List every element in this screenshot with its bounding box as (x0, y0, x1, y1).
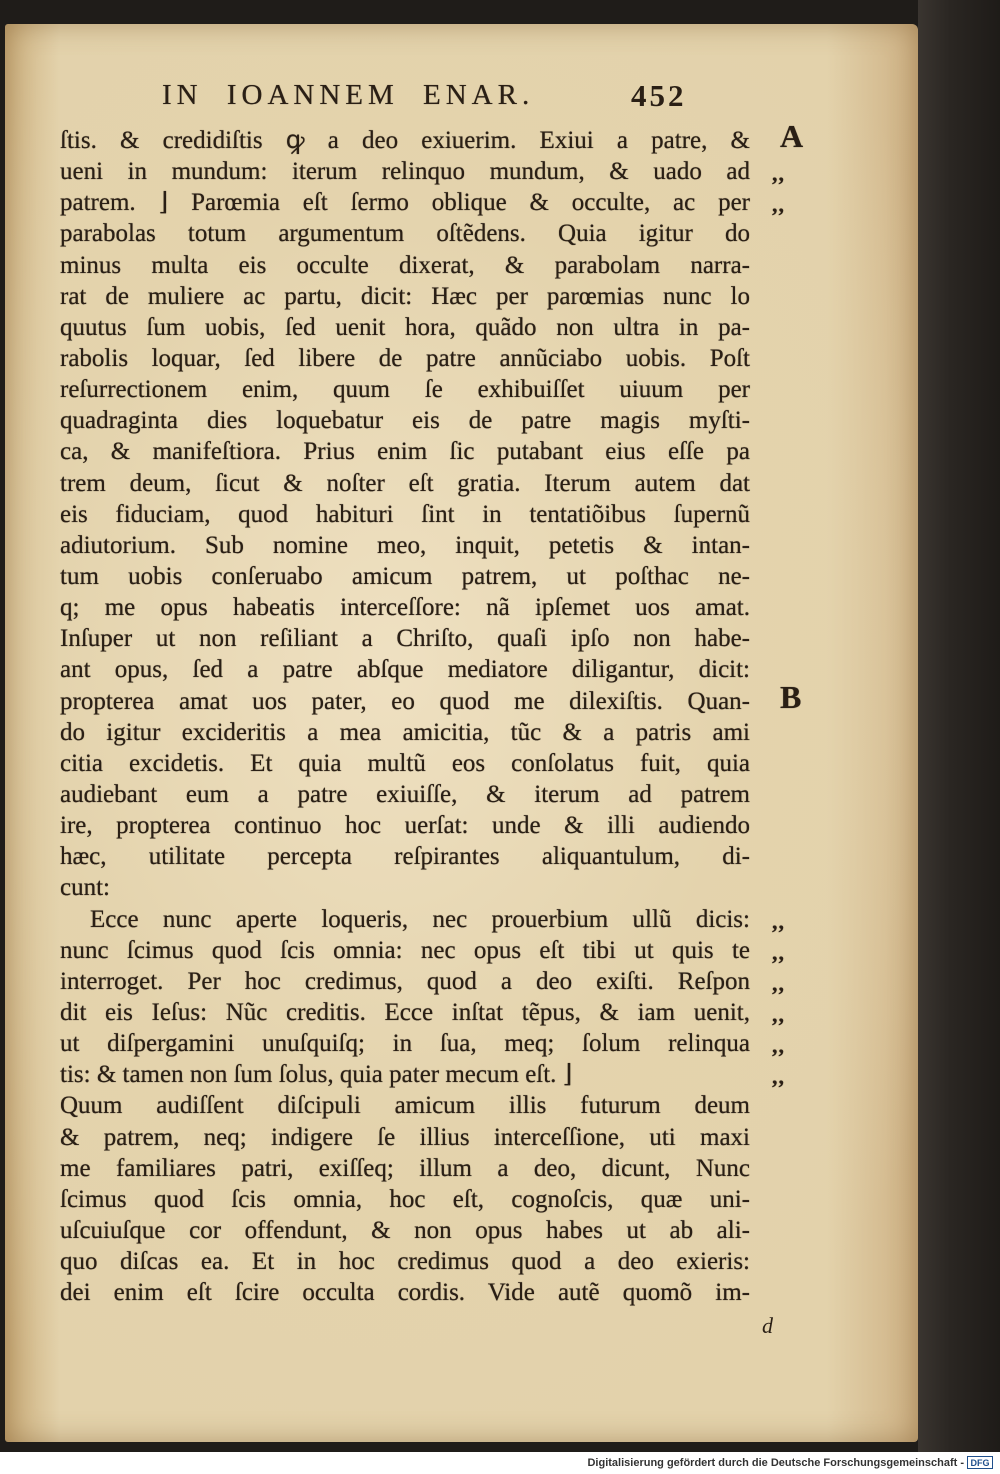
line-text: ire, propterea continuo hoc uerſat: unde & illi audiendo (60, 812, 750, 840)
text-line (60, 343, 750, 374)
line-text: ſcimus quod ſcis omnia, hoc eſt, cognoſcis, quæ uni- (60, 1185, 750, 1213)
margin-quote-mark: ,, (772, 192, 785, 218)
line-text: rabolis loquar, ſed libere de patre annũciabo uobis. Poſt (60, 344, 750, 372)
footer-credit: Digitalisierung gefördert durch die Deutsche Forschungsgemeinschaft - (587, 1457, 964, 1469)
line-text: cunt: (60, 874, 110, 902)
section-marker: A (780, 118, 804, 154)
text-line (60, 281, 750, 312)
section-marker: B (780, 678, 802, 715)
line-text: trem deum, ſicut & noſter eſt gratia. Iterum autem dat (60, 469, 750, 497)
line-text: dit eis Ieſus: Nũc creditis. Ecce inſtat tẽpus, & iam uenit, (60, 998, 750, 1026)
line-text: eis fiduciam, quod habituri ſint in tentatiõibus ſupernũ (60, 500, 750, 528)
margin-quote-mark: ,, (772, 1001, 785, 1027)
line-text: Ecce nunc aperte loqueris, nec prouerbium ullũ dicis: (90, 905, 750, 933)
line-text: propterea amat uos pater, eo quod me dilexiſtis. Quan- (60, 687, 750, 715)
line-text: uſcuiuſque cor offendunt, & non opus habes ut ab ali- (60, 1216, 750, 1244)
text-line (60, 561, 750, 592)
scan-bed-edge (918, 0, 1000, 1452)
line-text: quadraginta dies loquebatur eis de patre magis myſti- (60, 407, 750, 435)
margin-quote-mark: ,, (772, 161, 785, 187)
line-text: ut diſpergamini unuſquiſq; in ſua, meq; ſolum relinqua (60, 1030, 750, 1058)
text-line (60, 156, 785, 187)
text-block (60, 118, 804, 1308)
line-text: quo diſcas ea. Et in hoc credimus quod a deo exieris: (60, 1248, 750, 1276)
text-line (60, 717, 750, 748)
line-text: & patrem, neq; indigere ſe illius interceſſione, uti maxi (60, 1123, 750, 1151)
line-text: Inſuper ut non reſiliant a Chriſto, quaſi ipſo non habe- (60, 625, 750, 653)
catchword: d (762, 1313, 773, 1338)
text-line (60, 1059, 785, 1090)
text-line (60, 405, 750, 436)
running-head: IN IOANNEM ENAR. (162, 79, 535, 111)
text-line (60, 1215, 750, 1246)
text-line (60, 872, 750, 903)
text-line (60, 436, 750, 467)
text-line (60, 966, 785, 997)
book-page (5, 24, 918, 1442)
text-line (60, 250, 750, 281)
text-line (60, 779, 750, 810)
line-text: hæc, utilitate percepta reſpirantes aliquantulum, di- (60, 843, 750, 871)
text-line (60, 1246, 750, 1277)
text-line (60, 1184, 750, 1215)
line-text: q; me opus habeatis interceſſore: nã ipſemet uos amat. (60, 594, 750, 622)
text-line (60, 841, 750, 872)
line-text: interroget. Per hoc credimus, quod a deo exiſti. Reſpon (60, 967, 750, 995)
margin-quote-mark: ,, (772, 939, 785, 965)
text-line (60, 1122, 750, 1153)
line-text: parabolas totum argumentum oſtẽdens. Quia igitur do (60, 220, 750, 248)
line-text: adiutorium. Sub nomine meo, inquit, petetis & intan- (60, 531, 750, 559)
text-line (60, 468, 750, 499)
line-text: audiebant eum a patre exiuiſſe, & iterum ad patrem (60, 780, 750, 808)
line-text: reſurrectionem enim, quum ſe exhibuiſſet uiuum per (60, 376, 750, 404)
text-line (60, 904, 785, 935)
line-text: me familiares patri, exiſſeq; illum a deo, dicunt, Nunc (60, 1154, 750, 1182)
text-line (60, 187, 785, 218)
margin-quote-mark: ,, (772, 1064, 785, 1090)
text-line (60, 1153, 750, 1184)
line-text: rat de muliere ac partu, dicit: Hæc per parœmias nunc lo (60, 282, 750, 310)
line-text: nunc ſcimus quod ſcis omnia: nec opus eſt tibi ut quis te (60, 936, 750, 964)
text-line (60, 218, 750, 249)
line-text: dei enim eſt ſcire occulta cordis. Vide autẽ quomõ im- (60, 1279, 750, 1307)
line-text: Quum audiſſent diſcipuli amicum illis futurum deum (60, 1092, 750, 1120)
line-text: do igitur excideritis a mea amicitia, tũc & a patris ami (60, 718, 750, 746)
text-line (60, 374, 750, 405)
margin-quote-mark: ,, (772, 908, 785, 934)
line-text: tum uobis conſeruabo amicum patrem, ut poſthac ne- (60, 562, 750, 590)
margin-quote-mark: ,, (772, 970, 785, 996)
text-line (60, 312, 750, 343)
text-line (60, 810, 750, 841)
line-text: tis: & tamen non ſum ſolus, quia pater mecum eſt. ⌋ (60, 1061, 573, 1089)
text-line (60, 1277, 750, 1308)
line-text: ca, & manifeſtiora. Prius enim ſic putabant eius eſſe pa (60, 438, 750, 466)
page-number: 452 (631, 78, 687, 113)
text-line (60, 118, 804, 156)
text-line (60, 654, 750, 685)
text-line (60, 623, 750, 654)
line-text: patrem. ⌋ Parœmia eſt ſermo oblique & occulte, ac per (60, 189, 750, 217)
text-line (60, 499, 750, 530)
line-text: ueni in mundum: iterum relinquo mundum, & uado ad (60, 158, 750, 186)
text-line (60, 1028, 785, 1059)
line-text: ſtis. & credidiſtis ꝙ a deo exiuerim. Exiui a patre, & (60, 127, 750, 154)
line-text: citia excidetis. Et quia multũ eos conſolatus fuit, quia (60, 749, 750, 777)
digitization-footer (0, 1452, 1000, 1474)
text-line (60, 748, 750, 779)
text-line (60, 678, 802, 717)
line-text: minus multa eis occulte dixerat, & parabolam narra- (60, 251, 750, 279)
text-line (60, 1090, 750, 1121)
line-text: ant opus, ſed a patre abſque mediatore diligantur, dicit: (60, 656, 750, 684)
text-line (60, 530, 750, 561)
line-text: quutus ſum uobis, ſed uenit hora, quãdo non ultra in pa- (60, 313, 750, 341)
dfg-logo: DFG (967, 1456, 993, 1469)
margin-quote-mark: ,, (772, 1033, 785, 1059)
text-line (60, 592, 750, 623)
text-line (60, 935, 785, 966)
text-line (60, 997, 785, 1028)
